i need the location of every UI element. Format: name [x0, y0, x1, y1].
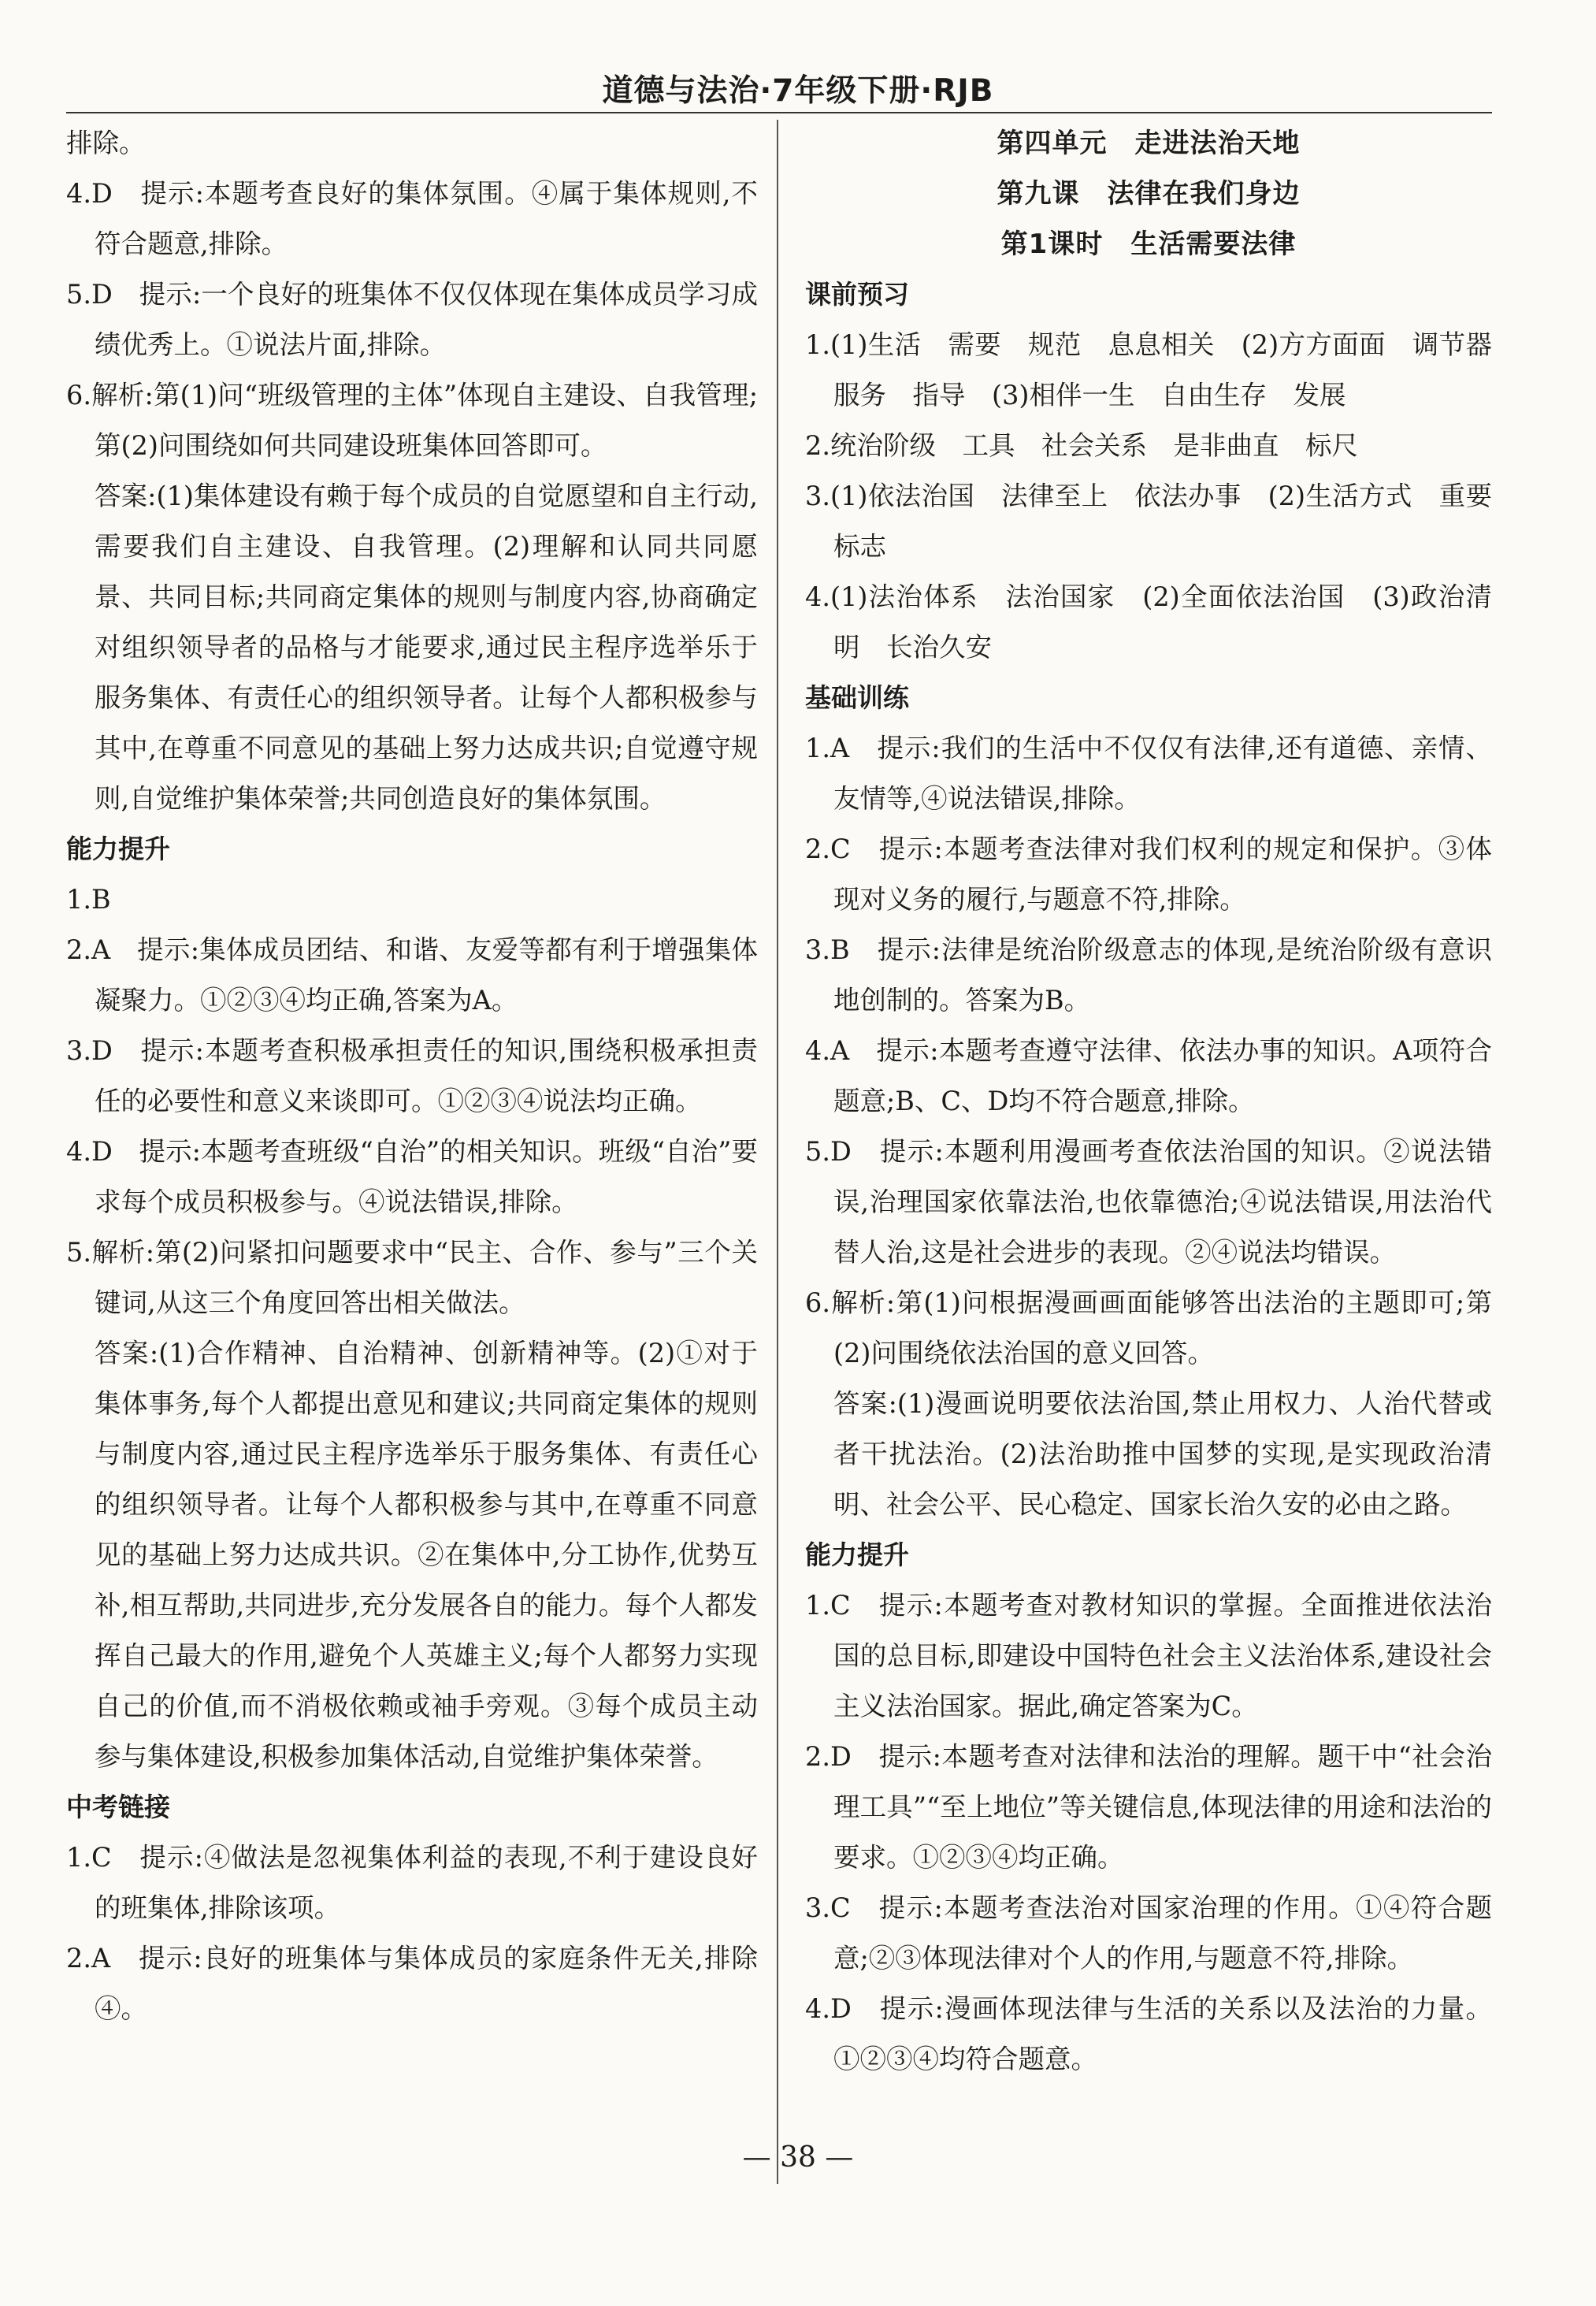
answer-item: 5.D 提示:一个良好的班集体不仅仅体现在集体成员学习成绩优秀上。①说法片面,排除。	[66, 279, 758, 360]
answer-item: 4.D 提示:漫画体现法律与生活的关系以及法治的力量。①②③④均符合题意。	[805, 1993, 1492, 2074]
period-heading: 第1课时 生活需要法律	[1000, 228, 1297, 260]
answer-detail: 答案:(1)漫画说明要依法治国,禁止用权力、人治代替或者干扰法治。(2)法治助推中国梦的实现,是实现政治清明、社会公平、民心稳定、国家长治久安的必由之路。	[833, 1388, 1492, 1520]
answer-item: 4.A 提示:本题考查遵守法律、依法办事的知识。A项符合题意;B、C、D均不符合题意,排除。	[805, 1035, 1492, 1116]
answer-item: 1.B	[66, 884, 111, 915]
answer-item: 3.B 提示:法律是统治阶级意志的体现,是统治阶级有意识地创制的。答案为B。	[805, 934, 1492, 1016]
column-divider	[777, 120, 778, 2184]
section-title: 基础训练	[805, 682, 909, 713]
answer-item: 2.A 提示:良好的班集体与集体成员的家庭条件无关,排除④。	[66, 1943, 758, 2024]
answer-item: 3.C 提示:本题考查法治对国家治理的作用。①④符合题意;②③体现法律对个人的作用,与题意不符,排除。	[805, 1892, 1492, 1974]
answer-item: 3.(1)依法治国 法律至上 依法办事 (2)生活方式 重要标志	[805, 481, 1492, 562]
answer-item: 2.C 提示:本题考查法律对我们权利的规定和保护。③体现对义务的履行,与题意不符,排除。	[805, 834, 1492, 915]
unit-heading: 第四单元 走进法治天地	[997, 128, 1301, 159]
left-column	[66, 118, 758, 2034]
header-rule	[66, 112, 1492, 113]
answer-item: 1.C 提示:本题考查对教材知识的掌握。全面推进依法治国的总目标,即建设中国特色社会主义法治体系,建设社会主义法治国家。据此,确定答案为C。	[805, 1590, 1492, 1721]
answer-item: 6.解析:第(1)问“班级管理的主体”体现自主建设、自我管理;第(2)问围绕如何共同建设班集体回答即可。	[66, 380, 758, 461]
answer-item: 3.D 提示:本题考查积极承担责任的知识,围绕积极承担责任的必要性和意义来谈即可。①②③④说法均正确。	[66, 1035, 758, 1116]
answer-item: 2.D 提示:本题考查对法律和法治的理解。题干中“社会治理工具”“至上地位”等关键信息,体现法律的用途和法治的要求。①②③④均正确。	[805, 1741, 1492, 1873]
answer-detail: 答案:(1)集体建设有赖于每个成员的自觉愿望和自主行动,需要我们自主建设、自我管理。(2)理解和认同共同愿景、共同目标;共同商定集体的规则与制度内容,协商确定对组织领导者的品格与才能要求,通过民主程序选举乐于服务集体、有责任心的组织领导者。让每个人都积极参与其中,在尊重不同意见的基础上努力达成共识;自觉遵守规则,自觉维护集体荣誉;共同创造良好的集体氛围。	[95, 481, 758, 814]
answer-item: 5.解析:第(2)问紧扣问题要求中“民主、合作、参与”三个关键词,从这三个角度回答出相关做法。	[66, 1237, 758, 1318]
answer-item: 4.(1)法治体系 法治国家 (2)全面依法治国 (3)政治清明 长治久安	[805, 581, 1492, 663]
answer-item: 2.A 提示:集体成员团结、和谐、友爱等都有利于增强集体凝聚力。①②③④均正确,答案为A。	[66, 934, 758, 1016]
answer-item: 1.(1)生活 需要 规范 息息相关 (2)方方面面 调节器 服务 指导 (3)相伴一生 自由生存 发展	[805, 329, 1519, 410]
continuation-text: 排除。	[66, 128, 146, 158]
answer-detail: 答案:(1)合作精神、自治精神、创新精神等。(2)①对于集体事务,每个人都提出意见和建议;共同商定集体的规则与制度内容,通过民主程序选举乐于服务集体、有责任心的组织领导者。让每个人都积极参与其中,在尊重不同意见的基础上努力达成共识。②在集体中,分工协作,优势互补,相互帮助,共同进步,充分发展各自的能力。每个人都发挥自己最大的作用,避免个人英雄主义;每个人都努力实现自己的价值,而不消极依赖或袖手旁观。③每个成员主动参与集体建设,积极参加集体活动,自觉维护集体荣誉。	[95, 1338, 758, 1772]
answer-item: 4.D 提示:本题考查良好的集体氛围。④属于集体规则,不符合题意,排除。	[66, 178, 758, 259]
answer-item: 2.统治阶级 工具 社会关系 是非曲直 标尺	[805, 430, 1358, 461]
page-number: — 38 —	[742, 2141, 854, 2174]
section-title: 能力提升	[805, 1539, 909, 1570]
answer-item: 1.C 提示:④做法是忽视集体利益的表现,不利于建设良好的班集体,排除该项。	[66, 1842, 758, 1923]
section-title: 能力提升	[66, 834, 170, 864]
answer-item: 5.D 提示:本题利用漫画考查依法治国的知识。②说法错误,治理国家依靠法治,也依靠德治;④说法错误,用法治代替人治,这是社会进步的表现。②④说法均错误。	[805, 1136, 1492, 1268]
section-title: 课前预习	[805, 279, 909, 310]
section-title: 中考链接	[66, 1792, 170, 1822]
answer-item: 4.D 提示:本题考查班级“自治”的相关知识。班级“自治”要求每个成员积极参与。④说法错误,排除。	[66, 1136, 758, 1217]
answer-item: 1.A 提示:我们的生活中不仅仅有法律,还有道德、亲情、友情等,④说法错误,排除。	[805, 733, 1492, 814]
lesson-heading: 第九课 法律在我们身边	[997, 178, 1301, 210]
right-column	[805, 118, 1519, 2085]
running-header: 道德与法治·7年级下册·RJB	[602, 73, 994, 109]
answer-item: 6.解析:第(1)问根据漫画画面能够答出法治的主题即可;第(2)问围绕依法治国的意义回答。	[805, 1287, 1492, 1368]
